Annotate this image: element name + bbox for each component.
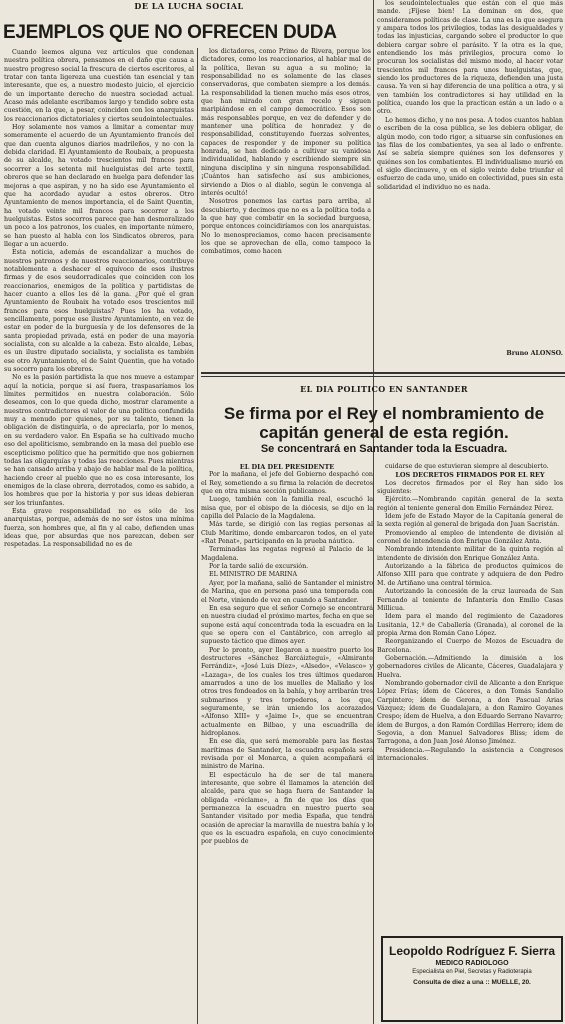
article-column-4 [201, 463, 373, 1021]
article-paragraph: los seudointelectuales que están con el que más mande. ¡Fíjese bien! La dominan en dos, que consideramos políticas de clase. La una es la que asegura y ampara todos los privilegios, todas las desigualdades y todas las injusticias, cargando sobre el productor lo que debiera cargar sobre el parásito. Y la otra es la que, entendiendo los más privilegios, procura como lo procuran los socialistas del mismo modo, al hacer votar trescientos mil francos para unos huelguistas, que, siendo los productores de la riqueza, defienden una justa causa. Ya ven si hay diferencia de una política a otra, y si ven también los contradictores si hay utilidad en la política, cuando los que la practican están a un lado o a otro. [377, 0, 563, 116]
article-paragraph: Presidencia.—Regulando la asistencia a Congresos internacionales. [377, 746, 563, 763]
article-column-1 [4, 49, 194, 1021]
article-paragraph: El espectáculo ha de ser de tal manera interesante, que sobre él llamamos la atención del alcalde, para que se haga fuera de Santander la obligada «réclame», a fin de que los días que permanezca la escuadra en nuestro puerto sea Santander visitado por media España, que tendrá ocasión de apreciar la maravilla de nuestra bahía y lo que es la escuadra española, en cuyo conocimiento por pueblos de [201, 771, 373, 846]
section-header-santander: EL DIA POLITICO EN SANTANDER [300, 384, 468, 394]
article-column-2 [201, 48, 371, 366]
article-paragraph: Luego, también con la familia real, escuchó la misa que, por el obispo de la diócesis, se dijo en la capilla del Palacio de la Magdalena. [201, 496, 373, 521]
article-subheadline: Se concentrará en Santander toda la Escuadra. [260, 443, 508, 455]
article-paragraph: Idem para el mando del regimiento de Cazadores Lusitania, 12.º de Caballería (Granada), al coronel de la propia Arma don Román Cano López. [377, 613, 563, 637]
article-paragraph: Nombrando intendente militar de la quinta región al intendente de división don Enrique González Anta. [377, 546, 563, 562]
article-paragraph: EL MINISTRO DE MARINA [209, 571, 298, 579]
advertiser-title: MEDICO RADIOLOGO [435, 960, 509, 967]
article-paragraph: Gobernación.—Admitiendo la dimisión a los gobernadores civiles de Alicante, Cáceres, Guadalajara y Huelva. [377, 654, 563, 679]
article-paragraph: No es la pasión partidista la que nos mueve a estampar aquí la noticia, porque si así fuera, traspasaríamos los límites permitidos en nuestra colaboración. Sólo deseamos, con lo que queda dicho, mostrar claramente a nuestros contradictores el valor de una política confundida muy a menudo por quienes, por su talento, tienen la obligación de distinguirla, o de apreciarla, por lo menos, en su verdadero valor. En España se ha cultivado mucho eso del apoliticismo, sembrando en la masa del pueblo ese escepticismo político que ha permitido que nos gobiernen todas las oligarquías y todas las reacciones. Pues mientras se han cansado arriba y abajo de hablar mal de la política, haciendo creer al pueblo que no es cosa interesante, los enemigos de la clase obrera, derrotados, como es sabido, a los hombres que por la historia y por sus ideas debieran ser los triunfantes. [4, 374, 194, 507]
advertiser-address: Consulta de diez a una :: MUELLE, 20. [413, 979, 531, 986]
column-lead-text: cuidarse de que estuvieran siempre al descubierto. [385, 463, 549, 470]
article-paragraph: Ejército.—Nombrando capitán general de la sexta región al teniente general don Emilio Fernández Pérez. [377, 496, 563, 512]
article-paragraph: Terminadas las regatas regresó al Palacio de la Magdalena. [201, 546, 373, 562]
article-paragraph: Nombrando gobernador civil de Alicante a don Enrique López Frías; ídem de Cáceres, a don Tomás Sandalio Carpintero; ídem de Gerona, a don Pascual Arias Vázquez; ídem de Guadalajara, a don Ramiro Goyanes Crespo; ídem de Huelva, a don Eduardo Serrano Navarro; ídem de Burgos, a don Ramón Cordillas Herrero; ídem de Segovia, a don Manuel Salvadores Bliss; ídem de Tarragona, a don Juan José Alonso Jiménez. [377, 679, 563, 746]
section-header: DE LA LUCHA SOCIAL [134, 1, 244, 11]
column-rule [373, 0, 374, 1024]
article-paragraph: Autorizando la concesión de la cruz laureada de San Fernando al teniente de Infantería don Emilio Casas Millicua. [377, 588, 563, 612]
article-column-3 [377, 0, 563, 358]
article-headline-santander: Se firma por el Rey el nombramiento de capitán general de esta región. [223, 404, 545, 442]
article-paragraph: Más tarde, se dirigió con las regias personas al Club Marítimo, donde embarcaron todos, en el yate «Rat Penat», participando en la prueba náutica. [201, 521, 373, 546]
article-paragraph: Lo hemos dicho, y no nos pesa. A todos cuantos hablan o escriben de la cosa pública, se les debiera obligar, de algún modo, con todo rigor, a situarse sin confusiones en las filas de los combatientes, ya sea al lado o enfrente. Así se sabría siempre quiénes son los defensores y quiénes son los combatientes. El individualismo murió en el siglo diecinueve, y en el siglo veinte debe triunfar el esfuerzo de cada uno, unido en colectividad, pues sin esta solidaridad el individuo no es nada. [377, 116, 563, 191]
article-paragraph: Los decretos firmados por el Rey han sido los siguientes: [377, 479, 563, 496]
article-paragraph: los dictadores, como Primo de Rivera, porque los dictadores, como los reaccionarios, al hablar mal de la política, llevan su agua a su molino; la responsabilidad no es solamente de las clases conservadoras, que combaten siempre a los demás. La responsabilidad la tienen mucho más esos otros, que han mirado con gran recelo y siguen maripiándose en el campo democrático. Esos son más responsables porque, en vez de defender y de mantener una política de honradez y de responsabilidad, constituyendo fuerzas solventes, capaces de responder y de imponer su política honrada, se han dedicado a cultivar su vanidosa individualidad, hablando y escribiendo siempre sin ninguna disciplina y sin ninguna responsabilidad. ¡Cuántos han satisfecho así sus ambiciones, sirviendo a Dios o al diablo, según le convenga al interés ocultó! [201, 48, 371, 197]
article-paragraph: Autorizando a la fábrica de productos químicos de Alfonso XIII para que contrate y adquiera de don Pedro M. de Artiñano una central térmica. [377, 563, 563, 587]
column-subheading: LOS DECRETOS FIRMADOS POR EL REY [395, 471, 545, 480]
article-paragraph: Nosotros ponemos las cartas para arriba, al descubierto, y decimos que no es a la política toda a la que hay que combatir en la sociedad burguesa, porque entonces coincidiríamos con los anarquistas. No lo menospreciamos, como hacen precisamente los que se aprovechan de ella, como tampoco la combatimos, como hacen [201, 198, 371, 256]
article-signature: Bruno ALONSO. [506, 350, 563, 357]
advertisement-box [381, 936, 563, 1022]
article-paragraph: En esa seguro que el señor Cornejo se encontrará en nuestra ciudad el próximo martes, fecha en que se supone está aquí concentrada toda la escuadra en la que se opera con el Cantábrico, con arreglo al supuesto táctico que dimos ayer. [201, 604, 373, 646]
article-paragraph: Por la mañana, el jefe del Gobierno despachó con el Rey, sometiendo a su firma la relación de decretos que en otra misma sección publicamos. [201, 471, 373, 496]
article-paragraph: Cuando leemos alguna vez artículos que condenan nuestra política obrera, pensamos en el daño que causa a nuestro progreso social la frescura de ciertos escritores, al tratar con tanta ligereza una cuestión tan esencial y tan interesante, que es, a nuestro modesto juicio, el ejercicio de un importante derecho de nuestra sociedad actual. Acaso más adelante escribamos largo y tendido sobre esta cuestión, en la que, a pesar, coinciden con los anarquistas los reaccionarios dictatoriales y ciertos seudointelectuales. [4, 49, 194, 123]
article-paragraph: Hoy solamente nos vamos a limitar a comentar muy someramente el acuerdo de un Ayuntamiento francés del que dan cuenta algunos diarios madrileños, y no con la debida claridad. El Ayuntamiento de Roubaix, a propuesta de su alcalde, ha votado trescientos mil francos para socorrer a los setenta mil huelguistas del arte textil, obreros que se han declarado en huelga para defender las mejoras a que aspiran, y no ha sido ese Ayuntamiento el que ha acordado ayudar a estos obreros. Otro Ayuntamiento de menos importancia, el de Saint Quentin, ha votado veinte mil francos para socorrer a los huelguistas. Estos socorros parece que han desmoralizado un poco a los patronos, los cuales, en importante número, se han puesto al habla con los Sindicatos obreros, para llegar a un acuerdo. [4, 124, 194, 248]
column-rule [197, 48, 198, 1024]
column-subheading: EL DIA DEL PRESIDENTE [239, 463, 335, 471]
article-paragraph: Promoviendo al empleo de intendente de división al coronel de intendencia don Enrique González Anta. [377, 529, 563, 546]
advertiser-name: Leopoldo Rodríguez F. Sierra [388, 944, 555, 958]
advertiser-specialty: Especialista en Piel, Secretas y Radioterapia [412, 969, 532, 975]
article-paragraph: Por la tarde salió de excursión. [209, 563, 309, 571]
article-paragraph: Esta grave responsabilidad no es sólo de los anarquistas, porque, además de no ser éstos una mínima fuerza, son hombres que, al fin y al cabo, defienden unas ideas que, por absurdas que nos parezcan, deben ser respetadas. La responsabilidad no es de [4, 507, 194, 549]
article-paragraph: En ese día, que será memorable para las fiestas marítimas de Santander, la escuadra española será revisada por el Monarca, a quien acompañará el ministro de Marina. [201, 738, 373, 771]
article-headline: EJEMPLOS QUE NO OFRECEN DUDA [3, 22, 337, 43]
article-paragraph: Ayer, por la mañana, salió de Santander el ministro de Marina, que en persona pasó una temporada con el Norte, viniendo de vez en cuando a Santander. [201, 579, 373, 604]
article-paragraph: Por lo pronto, ayer llegaron a nuestro puerto los destructores «Sánchez Barcáiztegui», «Almirante Ferrándiz», «José Luis Díez», «Alsedo», «Velasco» y «Lazaga», de los cuales los tres últimos quedaron amarrados a uno de los muelles de Maliaño y los otros tres fondeados en la bahía, y hoy arribarán tres submarinos y tres torpederos, a los que, seguramente, se irán uniendo los acorazados «Alfonso XIII» y «Jaime I», que se encuentran actualmente en Bilbao, y una escuadrilla de hidroplanos. [201, 646, 373, 737]
article-paragraph: Esta noticia, además de escandalizar a muchos de nuestros patronos y de nuestros reaccionarios, contribuye notablemente a deshacer el equívoco de esos ilustres firmas y de esos seudorradicales que coinciden con los reaccionarios, enemigos de la política y partidistas de hacer cuanto a ellos les dé la gana. ¿Por qué el gran Ayuntamiento de Roubaix ha votado esos trescientos mil francos para esos huelguistas? Pues los ha votado, sencillamente, porque ese ilustre Ayuntamiento, en vez de estar en poder de la burguesía y de los defensores de la santa propiedad privada, está en poder de una mayoría socialista, con su alcalde a la cabeza. Esto alcalde, Lebas, es un ilustre diputado socialista, y socialista es también ese otro Ayuntamiento, el de Saint Quentin, que ha votado su socorro para los obreros. [4, 249, 194, 374]
article-paragraph: Reorganizando el Cuerpo de Mozos de Escuadra de Barcelona. [377, 638, 563, 654]
article-paragraph: Idem jefe de Estado Mayor de la Capitanía general de la sexta región al general de brigada don Juan Sacristán. [377, 513, 563, 529]
section-divider [201, 372, 565, 374]
article-column-5 [377, 463, 563, 931]
